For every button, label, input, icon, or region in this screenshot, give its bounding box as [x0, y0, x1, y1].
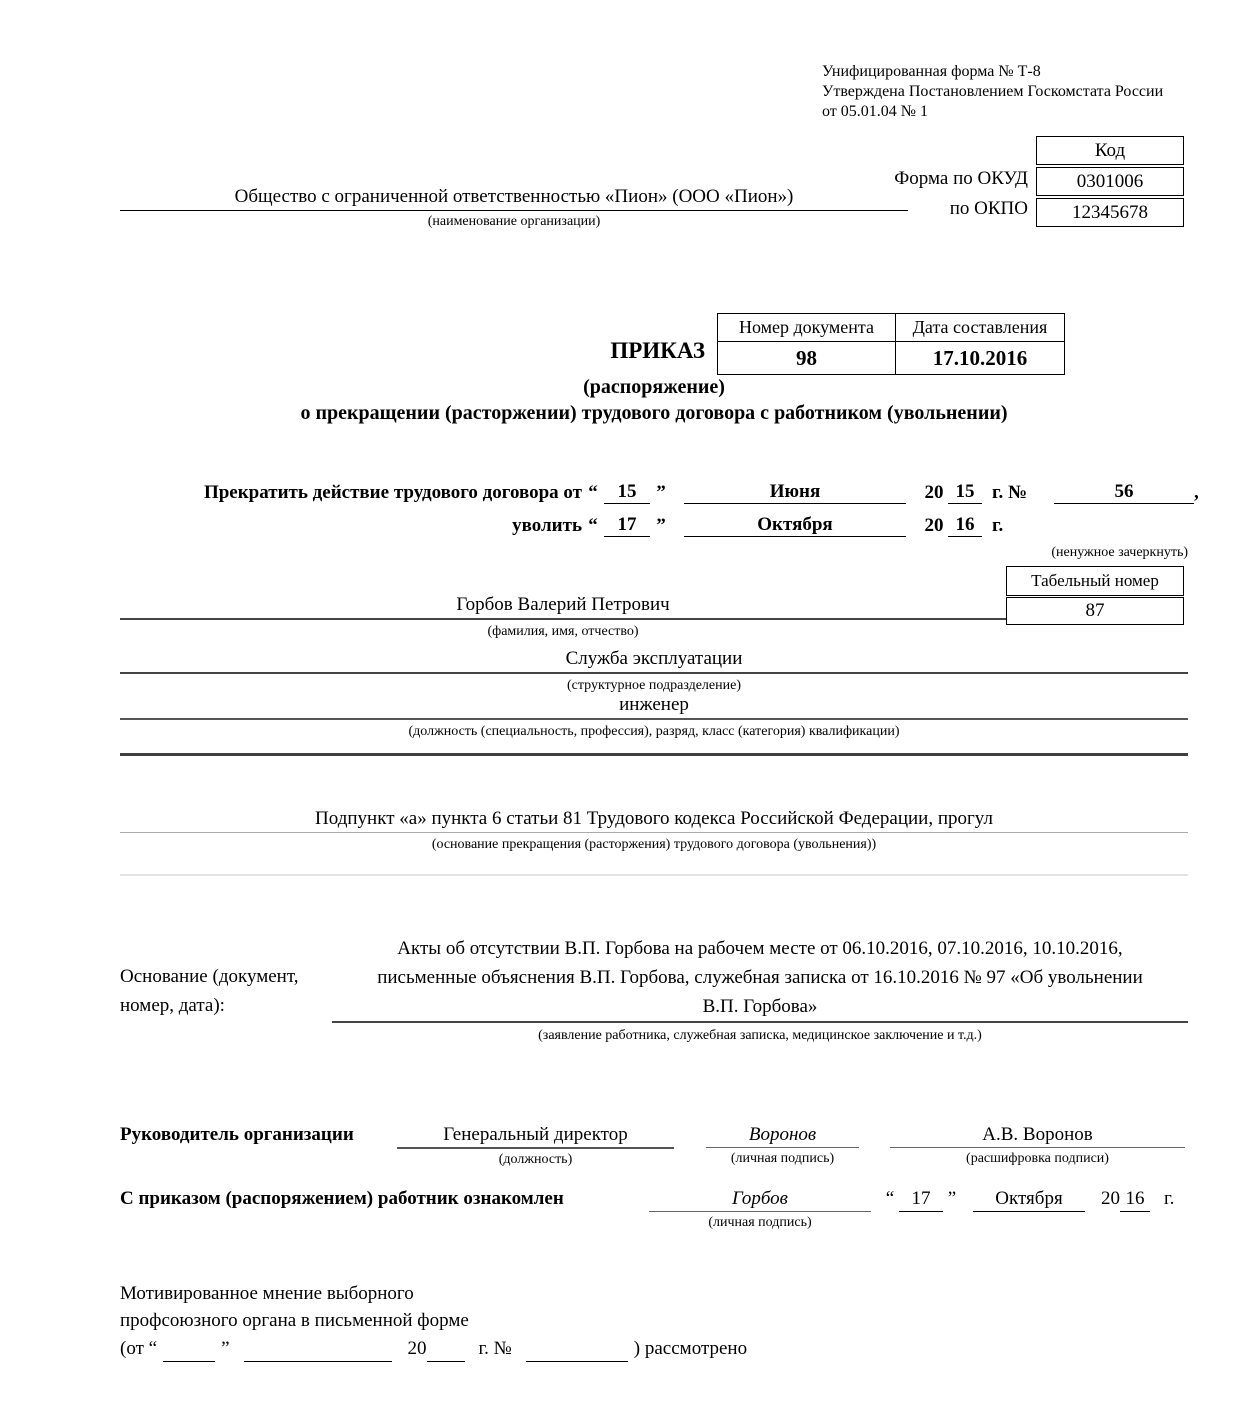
number-label: г. №: [992, 482, 1028, 503]
union-fill-line: [120, 1334, 880, 1362]
basis-text-line: Акты об отсутствии В.П. Горбова на рабочем месте от 06.10.2016, 07.10.2016, 10.10.2016,: [397, 938, 1123, 959]
head-position-sig: [397, 1122, 674, 1169]
union-opinion-block: [120, 1280, 880, 1362]
department-caption: (структурное подразделение): [566, 678, 741, 693]
union-month-blank: [244, 1338, 392, 1362]
form-ref-line: от 05.01.04 № 1: [822, 103, 929, 120]
close-quote: ”: [947, 1188, 957, 1209]
year-suffix: г.: [992, 515, 1004, 536]
union-tail: ) рассмотрено: [633, 1338, 748, 1359]
termination-label: Прекратить действие трудового договора от: [203, 482, 582, 503]
open-quote: “: [885, 1188, 895, 1209]
order-subtitle: (распоряжение): [583, 376, 725, 398]
organization-name: Общество с ограниченной ответственностью «Пион» (ООО «Пион»): [120, 184, 908, 211]
grounds-block: [120, 806, 1188, 853]
position-caption: (должность (специальность, профессия), разряд, класс (категория) квалификации): [408, 724, 900, 739]
head-signature-caption: (личная подпись): [730, 1151, 835, 1166]
union-day-blank: [163, 1338, 215, 1362]
basis-label: [120, 962, 335, 1020]
personnel-number-header: Табельный номер: [1006, 566, 1184, 596]
head-label: Руководитель организации: [120, 1124, 354, 1145]
ack-month-field: Октября: [973, 1186, 1085, 1212]
order-title: ПРИКАЗ: [610, 338, 705, 363]
ack-year-field: 16: [1120, 1186, 1150, 1212]
doc-number-table: [717, 313, 1065, 375]
acknowledgement-row: [120, 1186, 1205, 1232]
contract-year-field: 15: [948, 481, 982, 504]
century-prefix: 20: [1101, 1188, 1120, 1209]
union-number-blank: [526, 1338, 628, 1362]
ack-signature-sig: [649, 1186, 871, 1232]
organization-caption: (наименование организации): [427, 214, 601, 229]
union-line: профсоюзного органа в письменной форме: [120, 1310, 469, 1331]
employee-name-caption: (фамилия, имя, отчество): [487, 624, 639, 639]
century-prefix: 20: [924, 482, 944, 503]
empty-line: [120, 753, 1188, 756]
close-quote: ”: [221, 1338, 230, 1359]
doc-date-header: Дата составления: [896, 314, 1064, 342]
basis-text-line: В.П. Горбова»: [332, 992, 1188, 1023]
termination-row-contract: [120, 474, 1205, 504]
basis-label-line: номер, дата):: [120, 995, 225, 1016]
grounds-field: Подпункт «а» пункта 6 статьи 81 Трудового кодекса Российской Федерации, прогул: [120, 806, 1188, 833]
form-reference-block: [822, 62, 1202, 122]
contract-day-field: 15: [604, 481, 650, 504]
organization-block: [120, 184, 908, 230]
department-field: Служба эксплуатации: [120, 646, 1188, 674]
ack-signature-caption: (личная подпись): [708, 1215, 812, 1230]
position-field: инженер: [120, 692, 1188, 720]
okud-code-value: 0301006: [1036, 167, 1184, 196]
head-name-caption: (расшифровка подписи): [966, 1151, 1109, 1166]
department-block: [120, 646, 1188, 694]
basis-caption: (заявление работника, служебная записка, медицинское заключение и т.д.): [538, 1028, 982, 1043]
grounds-caption: (основание прекращения (расторжения) трудового договора (увольнения)): [431, 837, 877, 852]
head-signature-sig: [706, 1122, 859, 1168]
contract-number-field: 56: [1054, 481, 1194, 504]
empty-line-light: [120, 874, 1188, 876]
close-quote: ”: [656, 515, 666, 536]
dismiss-year-field: 16: [948, 514, 982, 537]
personnel-number-table: [1006, 566, 1184, 625]
ack-signature-field: Горбов: [649, 1186, 871, 1212]
close-quote: ”: [656, 482, 666, 503]
basis-text-line: письменные объяснения В.П. Горбова, служебная записка от 16.10.2016 № 97 «Об увольнении: [377, 967, 1143, 988]
head-name-sig: [890, 1122, 1185, 1168]
head-position-field: Генеральный директор: [397, 1122, 674, 1149]
open-quote: “: [588, 482, 598, 503]
order-subject: о прекращении (расторжении) трудового договора с работником (увольнении): [300, 402, 1008, 424]
form-ref-line: Унифицированная форма № Т-8: [822, 63, 1041, 80]
okud-label: Форма по ОКУД: [894, 168, 1028, 189]
comma: ,: [1194, 482, 1199, 503]
ack-day-field: 17: [899, 1186, 943, 1212]
basis-label-line: Основание (документ,: [120, 966, 299, 987]
union-open: (от “: [120, 1338, 158, 1359]
open-quote: “: [588, 515, 598, 536]
century-prefix: 20: [407, 1338, 427, 1359]
code-table-header: Код: [1036, 136, 1184, 165]
head-signature-field: Воронов: [706, 1122, 859, 1148]
termination-block: [120, 474, 1205, 561]
doc-number-header: Номер документа: [718, 314, 896, 342]
century-prefix: 20: [924, 515, 944, 536]
head-signature-row: [120, 1122, 1188, 1169]
doc-number-value: 98: [718, 342, 896, 374]
form-ref-line: Утверждена Постановлением Госкомстата России: [822, 83, 1164, 100]
year-suffix: г.: [1164, 1188, 1175, 1209]
termination-row-dismiss: [120, 507, 1205, 537]
head-position-caption: (должность): [498, 1152, 573, 1167]
strike-note: (ненужное зачеркнуть): [1051, 545, 1188, 560]
employee-name-field: Горбов Валерий Петрович: [120, 592, 1006, 620]
number-label: г. №: [478, 1338, 512, 1359]
code-table: [1036, 136, 1184, 227]
okpo-code-value: 12345678: [1036, 198, 1184, 227]
doc-date-value: 17.10.2016: [932, 345, 1028, 370]
union-year-blank: [427, 1338, 465, 1362]
personnel-number-value: 87: [1006, 597, 1184, 625]
basis-block: [332, 934, 1188, 1044]
union-line: Мотивированное мнение выборного: [120, 1283, 414, 1304]
ack-label: С приказом (распоряжением) работник ознакомлен: [120, 1188, 564, 1209]
head-name-field: А.В. Воронов: [890, 1122, 1185, 1148]
okpo-label: по ОКПО: [949, 198, 1028, 219]
employee-name-block: [120, 592, 1006, 640]
dismiss-day-field: 17: [604, 514, 650, 537]
contract-month-field: Июня: [684, 481, 906, 504]
dismiss-month-field: Октября: [684, 514, 906, 537]
position-block: [120, 692, 1188, 740]
dismiss-label: уволить: [512, 515, 582, 536]
